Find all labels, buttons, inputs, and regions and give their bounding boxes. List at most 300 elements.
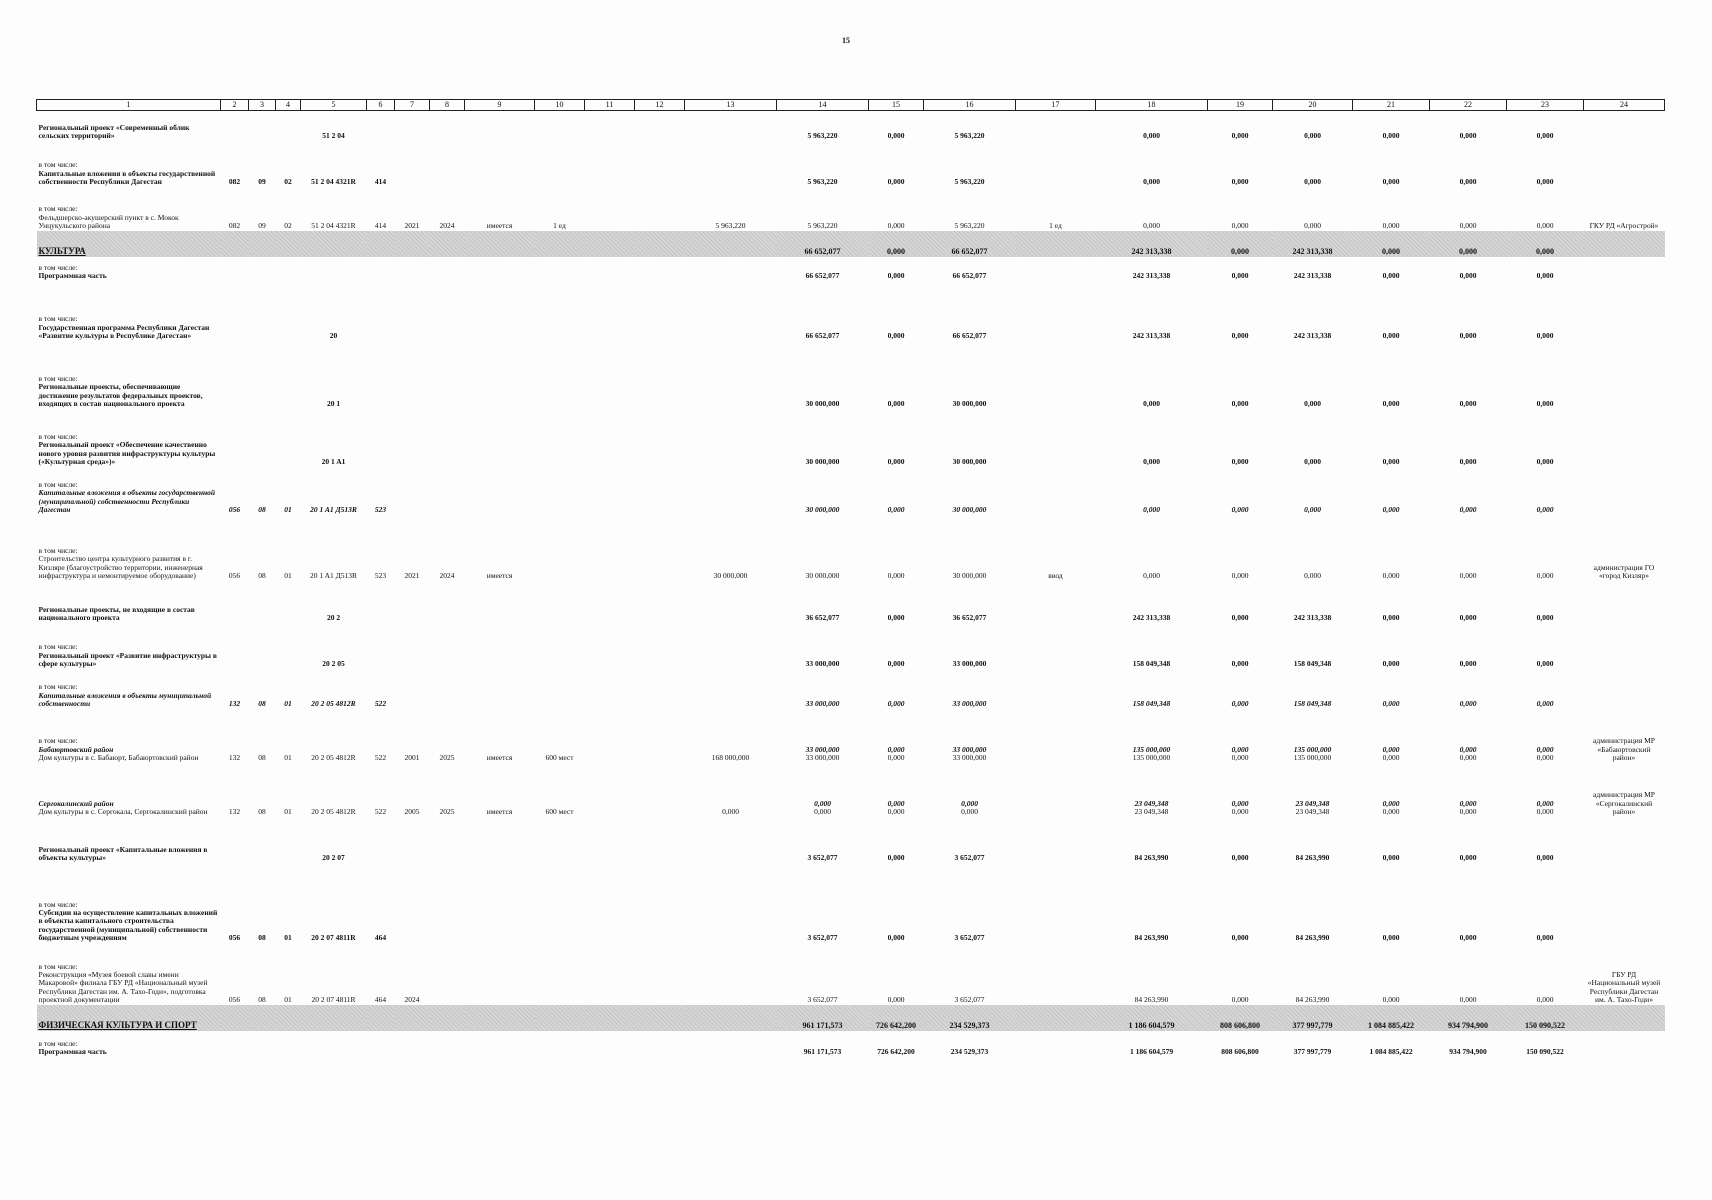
cell-col-18 bbox=[1096, 111, 1208, 141]
cell-col-13 bbox=[685, 669, 777, 709]
cell-value: 0,000 bbox=[1382, 505, 1400, 515]
cell-value: 0,000 bbox=[1536, 659, 1554, 669]
cell-value: 3 652,077 bbox=[807, 995, 838, 1005]
cell-value: 0,000 bbox=[1459, 807, 1477, 817]
cell-value: 20 2 07 4811R bbox=[311, 933, 356, 943]
cell-value: 0,000 bbox=[1382, 177, 1400, 187]
cell-col-21 bbox=[1353, 341, 1430, 409]
cell-value: 808 606,800 bbox=[1220, 1020, 1260, 1030]
cell-value: 30 000,000 bbox=[713, 571, 748, 581]
cell-col-19 bbox=[1208, 257, 1273, 281]
cell-col-19 bbox=[1208, 1031, 1273, 1057]
cell-value: 0,000 bbox=[1382, 853, 1400, 863]
cell-col-6 bbox=[367, 467, 395, 515]
cell-col-6 bbox=[367, 231, 395, 257]
cell-value: 0,000 bbox=[1536, 221, 1554, 231]
cell-col-15 bbox=[869, 1031, 924, 1057]
cell-value: 30 000,000 bbox=[952, 505, 987, 515]
cell-value: 0,000 bbox=[1231, 659, 1249, 669]
cell-col-13 bbox=[685, 111, 777, 141]
cell-col-24 bbox=[1584, 709, 1665, 763]
cell-col-18 bbox=[1096, 515, 1208, 581]
cell-col-18 bbox=[1096, 1005, 1208, 1031]
cell-col-14 bbox=[777, 669, 869, 709]
cell-col-4 bbox=[276, 111, 301, 141]
district-subtotal: 0,000 bbox=[961, 798, 978, 808]
column-header-19: 19 bbox=[1208, 100, 1273, 111]
cell-value: 08 bbox=[258, 699, 266, 709]
row-name-cell bbox=[37, 863, 221, 943]
cell-col-24 bbox=[1584, 943, 1665, 1005]
cell-col-4 bbox=[276, 141, 301, 187]
cell-value: 20 1 A1 bbox=[321, 457, 346, 467]
cell-col-15 bbox=[869, 467, 924, 515]
cell-value: 0,000 bbox=[1143, 457, 1160, 467]
cell-col-23 bbox=[1507, 1005, 1584, 1031]
cell-col-7 bbox=[395, 341, 430, 409]
cell-col-5 bbox=[301, 231, 367, 257]
table-row bbox=[37, 257, 1665, 281]
cell-col-24 bbox=[1584, 1005, 1665, 1031]
cell-col-16 bbox=[924, 669, 1016, 709]
cell-col-7 bbox=[395, 515, 430, 581]
cell-value: 056 bbox=[228, 995, 241, 1005]
cell-col-19 bbox=[1208, 669, 1273, 709]
row-prefix: в том числе: bbox=[38, 899, 78, 909]
cell-value: 0,000 bbox=[1304, 457, 1321, 467]
cell-value: 20 1 A1 Д513R bbox=[310, 571, 357, 581]
cell-col-4 bbox=[276, 341, 301, 409]
column-header-7: 7 bbox=[395, 100, 430, 111]
cell-col-7 bbox=[395, 409, 430, 467]
cell-col-2 bbox=[221, 341, 249, 409]
cell-col-15 bbox=[869, 281, 924, 341]
cell-col-17 bbox=[1016, 341, 1096, 409]
cell-col-12 bbox=[635, 669, 685, 709]
cell-col-10 bbox=[535, 111, 585, 141]
cell-col-3 bbox=[249, 257, 276, 281]
row-name: Региональный проект «Обеспечение качественно нового уровня развития инфраструктуры культуры («Культурная среда»)» bbox=[38, 440, 216, 467]
cell-col-14 bbox=[777, 341, 869, 409]
cell-value: 1 ед bbox=[553, 221, 566, 231]
cell-value: 0,000 bbox=[887, 271, 905, 281]
cell-value: 0,000 bbox=[1459, 177, 1477, 187]
cell-col-10 bbox=[535, 467, 585, 515]
cell-col-5 bbox=[301, 1005, 367, 1031]
district-subtotal: 0,000 bbox=[1231, 798, 1249, 808]
cell-value: 0,000 bbox=[1143, 221, 1160, 231]
row-name-cell bbox=[37, 581, 221, 623]
column-header-13: 13 bbox=[685, 100, 777, 111]
cell-value: 132 bbox=[228, 807, 241, 817]
row-name-cell bbox=[37, 1005, 221, 1031]
cell-col-8 bbox=[430, 1005, 465, 1031]
district-subtotal: 0,000 bbox=[1382, 798, 1400, 808]
cell-col-14 bbox=[777, 141, 869, 187]
cell-col-8 bbox=[430, 709, 465, 763]
cell-col-15 bbox=[869, 409, 924, 467]
cell-value: 0,000 bbox=[1536, 933, 1554, 943]
cell-value: 02 bbox=[284, 221, 292, 231]
cell-col-9 bbox=[465, 763, 535, 817]
cell-col-18 bbox=[1096, 1031, 1208, 1057]
cell-value: 0,000 bbox=[1231, 613, 1249, 623]
cell-value: 0,000 bbox=[1536, 177, 1554, 187]
cell-value: 0,000 bbox=[1143, 571, 1160, 581]
cell-value: 20 2 05 4812R bbox=[311, 807, 356, 817]
cell-value: 0,000 bbox=[1459, 331, 1477, 341]
cell-col-6 bbox=[367, 141, 395, 187]
cell-col-13 bbox=[685, 187, 777, 231]
cell-value: 2025 bbox=[439, 807, 455, 817]
cell-col-14 bbox=[777, 187, 869, 231]
cell-col-18 bbox=[1096, 141, 1208, 187]
cell-value: 0,000 bbox=[1459, 457, 1477, 467]
cell-value: 0,000 bbox=[961, 807, 978, 817]
cell-col-22 bbox=[1430, 515, 1507, 581]
cell-value: 0,000 bbox=[887, 246, 905, 256]
cell-col-21 bbox=[1353, 281, 1430, 341]
cell-col-24 bbox=[1584, 281, 1665, 341]
cell-col-14 bbox=[777, 943, 869, 1005]
cell-col-5 bbox=[301, 141, 367, 187]
row-name: Капитальные вложения в объекты государственной (муниципальной) собственности Республики Дагестан bbox=[38, 488, 216, 515]
cell-col-22 bbox=[1430, 763, 1507, 817]
cell-col-23 bbox=[1507, 341, 1584, 409]
cell-col-16 bbox=[924, 281, 1016, 341]
cell-col-15 bbox=[869, 581, 924, 623]
cell-col-10 bbox=[535, 187, 585, 231]
cell-col-23 bbox=[1507, 257, 1584, 281]
cell-col-3 bbox=[249, 863, 276, 943]
row-prefix: в том числе: bbox=[38, 431, 78, 441]
cell-col-17 bbox=[1016, 863, 1096, 943]
cell-col-9 bbox=[465, 341, 535, 409]
cell-col-6 bbox=[367, 709, 395, 763]
cell-col-5 bbox=[301, 581, 367, 623]
cell-value: 0,000 bbox=[1536, 505, 1554, 515]
cell-col-20 bbox=[1273, 763, 1353, 817]
cell-value: 0,000 bbox=[1382, 457, 1400, 467]
cell-col-7 bbox=[395, 943, 430, 1005]
cell-value: 1 084 885,422 bbox=[1368, 1020, 1414, 1030]
cell-col-5 bbox=[301, 281, 367, 341]
row-prefix: в том числе: bbox=[38, 160, 78, 170]
cell-value: 0,000 bbox=[1231, 853, 1249, 863]
cell-col-11 bbox=[585, 1031, 635, 1057]
cell-value: 0,000 bbox=[1382, 659, 1400, 669]
cell-col-16 bbox=[924, 187, 1016, 231]
cell-value: 242 313,338 bbox=[1293, 613, 1332, 623]
cell-value: 056 bbox=[228, 505, 241, 515]
cell-col-13 bbox=[685, 231, 777, 257]
cell-col-10 bbox=[535, 763, 585, 817]
cell-col-7 bbox=[395, 863, 430, 943]
cell-col-11 bbox=[585, 467, 635, 515]
cell-col-7 bbox=[395, 257, 430, 281]
cell-col-14 bbox=[777, 231, 869, 257]
cell-value: 0,000 bbox=[722, 807, 739, 817]
cell-value: 0,000 bbox=[887, 853, 905, 863]
cell-col-13 bbox=[685, 409, 777, 467]
cell-value: 0,000 bbox=[1382, 331, 1400, 341]
column-header-22: 22 bbox=[1430, 100, 1507, 111]
cell-col-19 bbox=[1208, 111, 1273, 141]
cell-col-3 bbox=[249, 763, 276, 817]
cell-col-5 bbox=[301, 1031, 367, 1057]
cell-col-8 bbox=[430, 467, 465, 515]
cell-col-11 bbox=[585, 817, 635, 863]
row-name: ФИЗИЧЕСКАЯ КУЛЬТУРА И СПОРТ bbox=[38, 1020, 197, 1031]
cell-col-4 bbox=[276, 1031, 301, 1057]
column-header-17: 17 bbox=[1016, 100, 1096, 111]
cell-col-6 bbox=[367, 515, 395, 581]
cell-value: 20 2 bbox=[326, 613, 341, 623]
cell-value: 66 652,077 bbox=[952, 271, 987, 281]
row-name: Программная часть bbox=[38, 1047, 107, 1057]
table-row bbox=[37, 863, 1665, 943]
cell-value: 3 652,077 bbox=[954, 933, 985, 943]
cell-col-23 bbox=[1507, 943, 1584, 1005]
district-subtotal: 0,000 bbox=[1459, 798, 1477, 808]
cell-col-21 bbox=[1353, 863, 1430, 943]
cell-value: имеется bbox=[486, 753, 513, 763]
row-name: Дом культуры в с. Сергокала, Сергокалинский район bbox=[38, 807, 208, 817]
cell-value: 3 652,077 bbox=[954, 995, 985, 1005]
cell-col-10 bbox=[535, 1031, 585, 1057]
cell-value: 0,000 bbox=[1231, 505, 1249, 515]
cell-col-19 bbox=[1208, 1005, 1273, 1031]
cell-col-3 bbox=[249, 943, 276, 1005]
row-name-cell bbox=[37, 669, 221, 709]
row-prefix: в том числе: bbox=[38, 373, 78, 383]
cell-value: 3 652,077 bbox=[954, 853, 985, 863]
cell-col-24 bbox=[1584, 257, 1665, 281]
cell-col-20 bbox=[1273, 943, 1353, 1005]
cell-col-19 bbox=[1208, 467, 1273, 515]
cell-value: 1 186 604,579 bbox=[1128, 1020, 1175, 1030]
district-subtotal: 0,000 bbox=[1536, 798, 1554, 808]
cell-col-24 bbox=[1584, 409, 1665, 467]
cell-col-18 bbox=[1096, 817, 1208, 863]
cell-col-12 bbox=[635, 141, 685, 187]
cell-value: ГБУ РД «Национальный музей Республики Дагестан им. А. Тахо-Годи» bbox=[1587, 969, 1661, 1005]
row-prefix: в том числе: bbox=[38, 262, 78, 272]
cell-col-12 bbox=[635, 817, 685, 863]
cell-value: 33 000,000 bbox=[805, 699, 840, 709]
cell-col-13 bbox=[685, 817, 777, 863]
cell-col-22 bbox=[1430, 231, 1507, 257]
district-subtotal: 0,000 bbox=[887, 744, 905, 754]
cell-col-19 bbox=[1208, 817, 1273, 863]
cell-col-24 bbox=[1584, 187, 1665, 231]
cell-col-4 bbox=[276, 817, 301, 863]
cell-value: 23 049,348 bbox=[1295, 807, 1330, 817]
cell-value: 3 652,077 bbox=[807, 933, 838, 943]
cell-col-3 bbox=[249, 187, 276, 231]
cell-value: 0,000 bbox=[1143, 505, 1160, 515]
section-row bbox=[37, 231, 1665, 257]
cell-value: 0,000 bbox=[1304, 221, 1321, 231]
cell-value: 522 bbox=[374, 699, 387, 709]
column-header-14: 14 bbox=[777, 100, 869, 111]
cell-col-8 bbox=[430, 341, 465, 409]
row-name: Реконструкция «Музея боевой славы имени Макаровой» филиала ГБУ РД «Национальный музей Республики Дагестан им. А. Тахо-Годи», подготовка проектной документации bbox=[38, 969, 208, 1005]
table-row bbox=[37, 281, 1665, 341]
cell-col-7 bbox=[395, 187, 430, 231]
cell-value: 0,000 bbox=[1536, 271, 1554, 281]
cell-col-16 bbox=[924, 467, 1016, 515]
cell-value: 1 ед bbox=[1049, 221, 1062, 231]
cell-col-21 bbox=[1353, 515, 1430, 581]
cell-col-23 bbox=[1507, 187, 1584, 231]
cell-col-4 bbox=[276, 763, 301, 817]
column-header-3: 3 bbox=[249, 100, 276, 111]
cell-col-17 bbox=[1016, 1031, 1096, 1057]
cell-value: 242 313,338 bbox=[1293, 271, 1332, 281]
cell-col-9 bbox=[465, 943, 535, 1005]
cell-value: 08 bbox=[258, 571, 266, 581]
cell-col-17 bbox=[1016, 709, 1096, 763]
district-subtotal: 0,000 bbox=[1382, 744, 1400, 754]
cell-col-7 bbox=[395, 763, 430, 817]
cell-col-2 bbox=[221, 111, 249, 141]
cell-col-2 bbox=[221, 515, 249, 581]
cell-col-5 bbox=[301, 817, 367, 863]
cell-col-9 bbox=[465, 1031, 535, 1057]
district-subtotal: 0,000 bbox=[887, 798, 905, 808]
cell-value: 234 529,373 bbox=[950, 1047, 989, 1057]
cell-col-10 bbox=[535, 231, 585, 257]
cell-value: 30 000,000 bbox=[805, 399, 840, 409]
cell-value: 01 bbox=[284, 571, 292, 581]
cell-col-21 bbox=[1353, 111, 1430, 141]
cell-col-5 bbox=[301, 669, 367, 709]
cell-col-3 bbox=[249, 141, 276, 187]
cell-value: 0,000 bbox=[1459, 613, 1477, 623]
cell-value: 08 bbox=[258, 933, 266, 943]
cell-value: 1 186 604,579 bbox=[1129, 1047, 1174, 1057]
cell-col-8 bbox=[430, 281, 465, 341]
cell-col-17 bbox=[1016, 1005, 1096, 1031]
cell-col-16 bbox=[924, 581, 1016, 623]
cell-value: 0,000 bbox=[1231, 753, 1249, 763]
district-label: Сергокалинский район bbox=[38, 798, 114, 808]
cell-col-19 bbox=[1208, 581, 1273, 623]
cell-value: 08 bbox=[258, 995, 266, 1005]
cell-col-9 bbox=[465, 515, 535, 581]
cell-value: 414 bbox=[374, 177, 387, 187]
cell-col-5 bbox=[301, 943, 367, 1005]
cell-col-11 bbox=[585, 669, 635, 709]
column-header-23: 23 bbox=[1507, 100, 1584, 111]
cell-value: 66 652,077 bbox=[805, 331, 840, 341]
column-header-6: 6 bbox=[367, 100, 395, 111]
cell-value: 0,000 bbox=[1304, 399, 1321, 409]
cell-col-13 bbox=[685, 515, 777, 581]
cell-col-4 bbox=[276, 669, 301, 709]
cell-col-24 bbox=[1584, 231, 1665, 257]
cell-col-6 bbox=[367, 187, 395, 231]
cell-col-14 bbox=[777, 467, 869, 515]
cell-value: 0,000 bbox=[1143, 131, 1160, 141]
cell-value: 30 000,000 bbox=[952, 457, 987, 467]
cell-value: 20 2 07 bbox=[322, 853, 345, 863]
cell-value: 0,000 bbox=[1382, 613, 1400, 623]
row-prefix: в том числе: bbox=[38, 682, 78, 692]
cell-col-5 bbox=[301, 623, 367, 669]
cell-col-20 bbox=[1273, 281, 1353, 341]
cell-col-3 bbox=[249, 341, 276, 409]
cell-col-10 bbox=[535, 341, 585, 409]
cell-col-11 bbox=[585, 515, 635, 581]
cell-col-6 bbox=[367, 763, 395, 817]
cell-value: 36 652,077 bbox=[952, 613, 987, 623]
cell-col-20 bbox=[1273, 623, 1353, 669]
cell-col-20 bbox=[1273, 231, 1353, 257]
row-name-cell bbox=[37, 763, 221, 817]
cell-col-4 bbox=[276, 709, 301, 763]
cell-col-5 bbox=[301, 515, 367, 581]
cell-col-8 bbox=[430, 257, 465, 281]
cell-col-6 bbox=[367, 1005, 395, 1031]
cell-col-23 bbox=[1507, 515, 1584, 581]
row-name-cell bbox=[37, 281, 221, 341]
cell-value: 51 2 04 bbox=[322, 131, 345, 141]
row-name: Региональные проекты, обеспечивающие достижение результатов федеральных проектов, входящих в состав национального проекта bbox=[38, 382, 203, 409]
cell-col-15 bbox=[869, 1005, 924, 1031]
row-name: КУЛЬТУРА bbox=[38, 246, 86, 257]
cell-value: 66 652,077 bbox=[804, 246, 841, 256]
cell-col-20 bbox=[1273, 709, 1353, 763]
row-prefix: в том числе: bbox=[38, 204, 78, 214]
cell-col-3 bbox=[249, 111, 276, 141]
cell-col-18 bbox=[1096, 409, 1208, 467]
cell-col-24 bbox=[1584, 1031, 1665, 1057]
cell-value: 36 652,077 bbox=[805, 613, 840, 623]
row-prefix: в том числе: bbox=[38, 1038, 78, 1048]
cell-value: 51 2 04 4321R bbox=[311, 221, 356, 231]
table-row bbox=[37, 763, 1665, 817]
cell-col-11 bbox=[585, 231, 635, 257]
cell-value: 0,000 bbox=[1382, 271, 1400, 281]
cell-col-2 bbox=[221, 141, 249, 187]
cell-value: 20 2 05 bbox=[322, 659, 345, 669]
cell-col-20 bbox=[1273, 581, 1353, 623]
cell-col-5 bbox=[301, 341, 367, 409]
cell-value: 0,000 bbox=[1536, 699, 1554, 709]
cell-col-16 bbox=[924, 817, 1016, 863]
cell-col-9 bbox=[465, 409, 535, 467]
row-name: Программная часть bbox=[38, 271, 107, 281]
cell-col-22 bbox=[1430, 341, 1507, 409]
cell-col-7 bbox=[395, 467, 430, 515]
cell-col-8 bbox=[430, 515, 465, 581]
cell-value: 0,000 bbox=[887, 177, 905, 187]
row-name: Капитальные вложения в объекты государственной собственности Республики Дагестан bbox=[38, 168, 216, 187]
cell-col-2 bbox=[221, 817, 249, 863]
cell-col-5 bbox=[301, 467, 367, 515]
cell-value: 0,000 bbox=[887, 753, 905, 763]
cell-value: 20 2 07 4811R bbox=[311, 995, 356, 1005]
cell-value: 09 bbox=[258, 221, 266, 231]
cell-col-12 bbox=[635, 515, 685, 581]
cell-col-11 bbox=[585, 623, 635, 669]
cell-col-15 bbox=[869, 231, 924, 257]
cell-value: 0,000 bbox=[1382, 571, 1400, 581]
cell-value: 84 263,990 bbox=[1295, 933, 1330, 943]
cell-col-18 bbox=[1096, 257, 1208, 281]
